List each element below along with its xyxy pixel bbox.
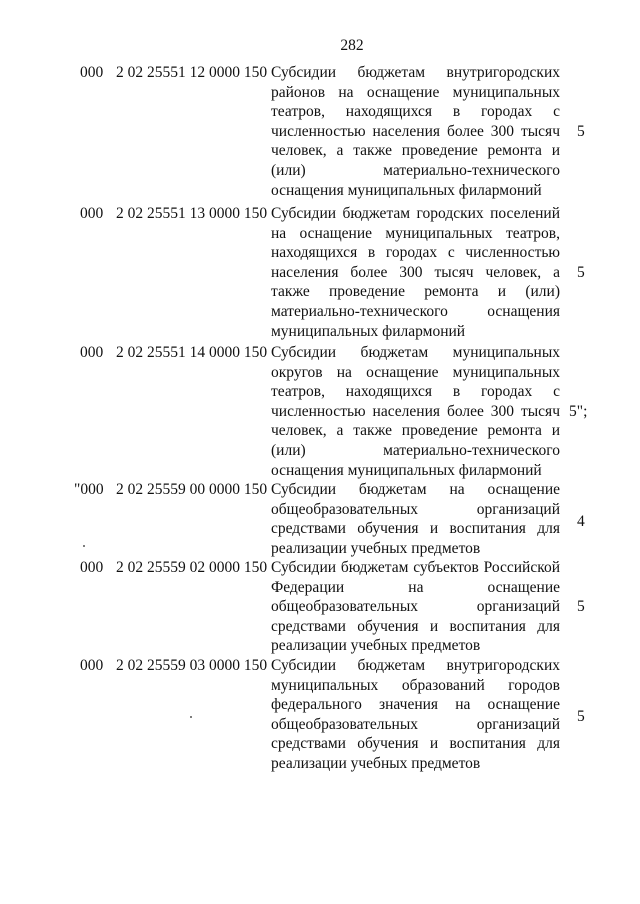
budget-classification-code: 2 02 25551 12 0000 150 <box>116 64 268 81</box>
row-description: Субсидии бюджетам городских поселений на оснащение муниципальных театров, находящихся в городах с численностью населения более 300 тысяч человек, а также проведение ремонта и (или) материально-технического оснащения муниципальных филармоний <box>271 205 560 340</box>
code-prefix: 000 <box>80 559 104 576</box>
row-amount: 5 <box>577 598 585 615</box>
page-number: 282 <box>340 37 364 54</box>
budget-classification-code: 2 02 25559 00 0000 150 <box>116 481 268 498</box>
budget-classification-code: 2 02 25559 02 0000 150 <box>116 559 268 576</box>
row-description: Субсидии бюджетам муниципальных округов на оснащение муниципальных театров, находящихся в городах с численностью населения более 300 тысяч человек, а также проведение ремонта и (или) материально-технического оснащения муниципальных филармоний <box>271 344 560 479</box>
code-prefix: 000 <box>80 657 104 674</box>
row-description: Субсидии бюджетам внутригородских муниципальных образований городов федерального значения на оснащение общеобразовательных организаций средствами обучения и воспитания для реализации учебных предметов <box>271 657 560 772</box>
scan-speck <box>190 716 192 718</box>
budget-classification-code: 2 02 25551 14 0000 150 <box>116 344 268 361</box>
budget-classification-code: 2 02 25559 03 0000 150 <box>116 657 268 674</box>
row-description: Субсидии бюджетам субъектов Российской Федерации на оснащение общеобразовательных организаций средствами обучения и воспитания для реализации учебных предметов <box>271 559 560 655</box>
code-prefix: 000 <box>80 64 104 81</box>
scan-speck <box>83 545 85 547</box>
row-amount: 5 <box>577 708 585 725</box>
code-prefix: "000 <box>74 481 104 498</box>
row-description: Субсидии бюджетам на оснащение общеобразовательных организаций средствами обучения и воспитания для реализации учебных предметов <box>271 481 560 557</box>
row-amount: 5 <box>577 264 585 281</box>
code-prefix: 000 <box>80 205 104 222</box>
budget-classification-code: 2 02 25551 13 0000 150 <box>116 205 268 222</box>
row-amount: 5"; <box>569 403 588 420</box>
row-description: Субсидии бюджетам внутригородских районов на оснащение муниципальных театров, находящихся в городах с численностью населения более 300 тысяч человек, а также проведение ремонта и (или) материально-технического оснащения муниципальных филармоний <box>271 64 560 199</box>
code-prefix: 000 <box>80 344 104 361</box>
row-amount: 5 <box>577 123 585 140</box>
row-amount: 4 <box>577 513 585 530</box>
